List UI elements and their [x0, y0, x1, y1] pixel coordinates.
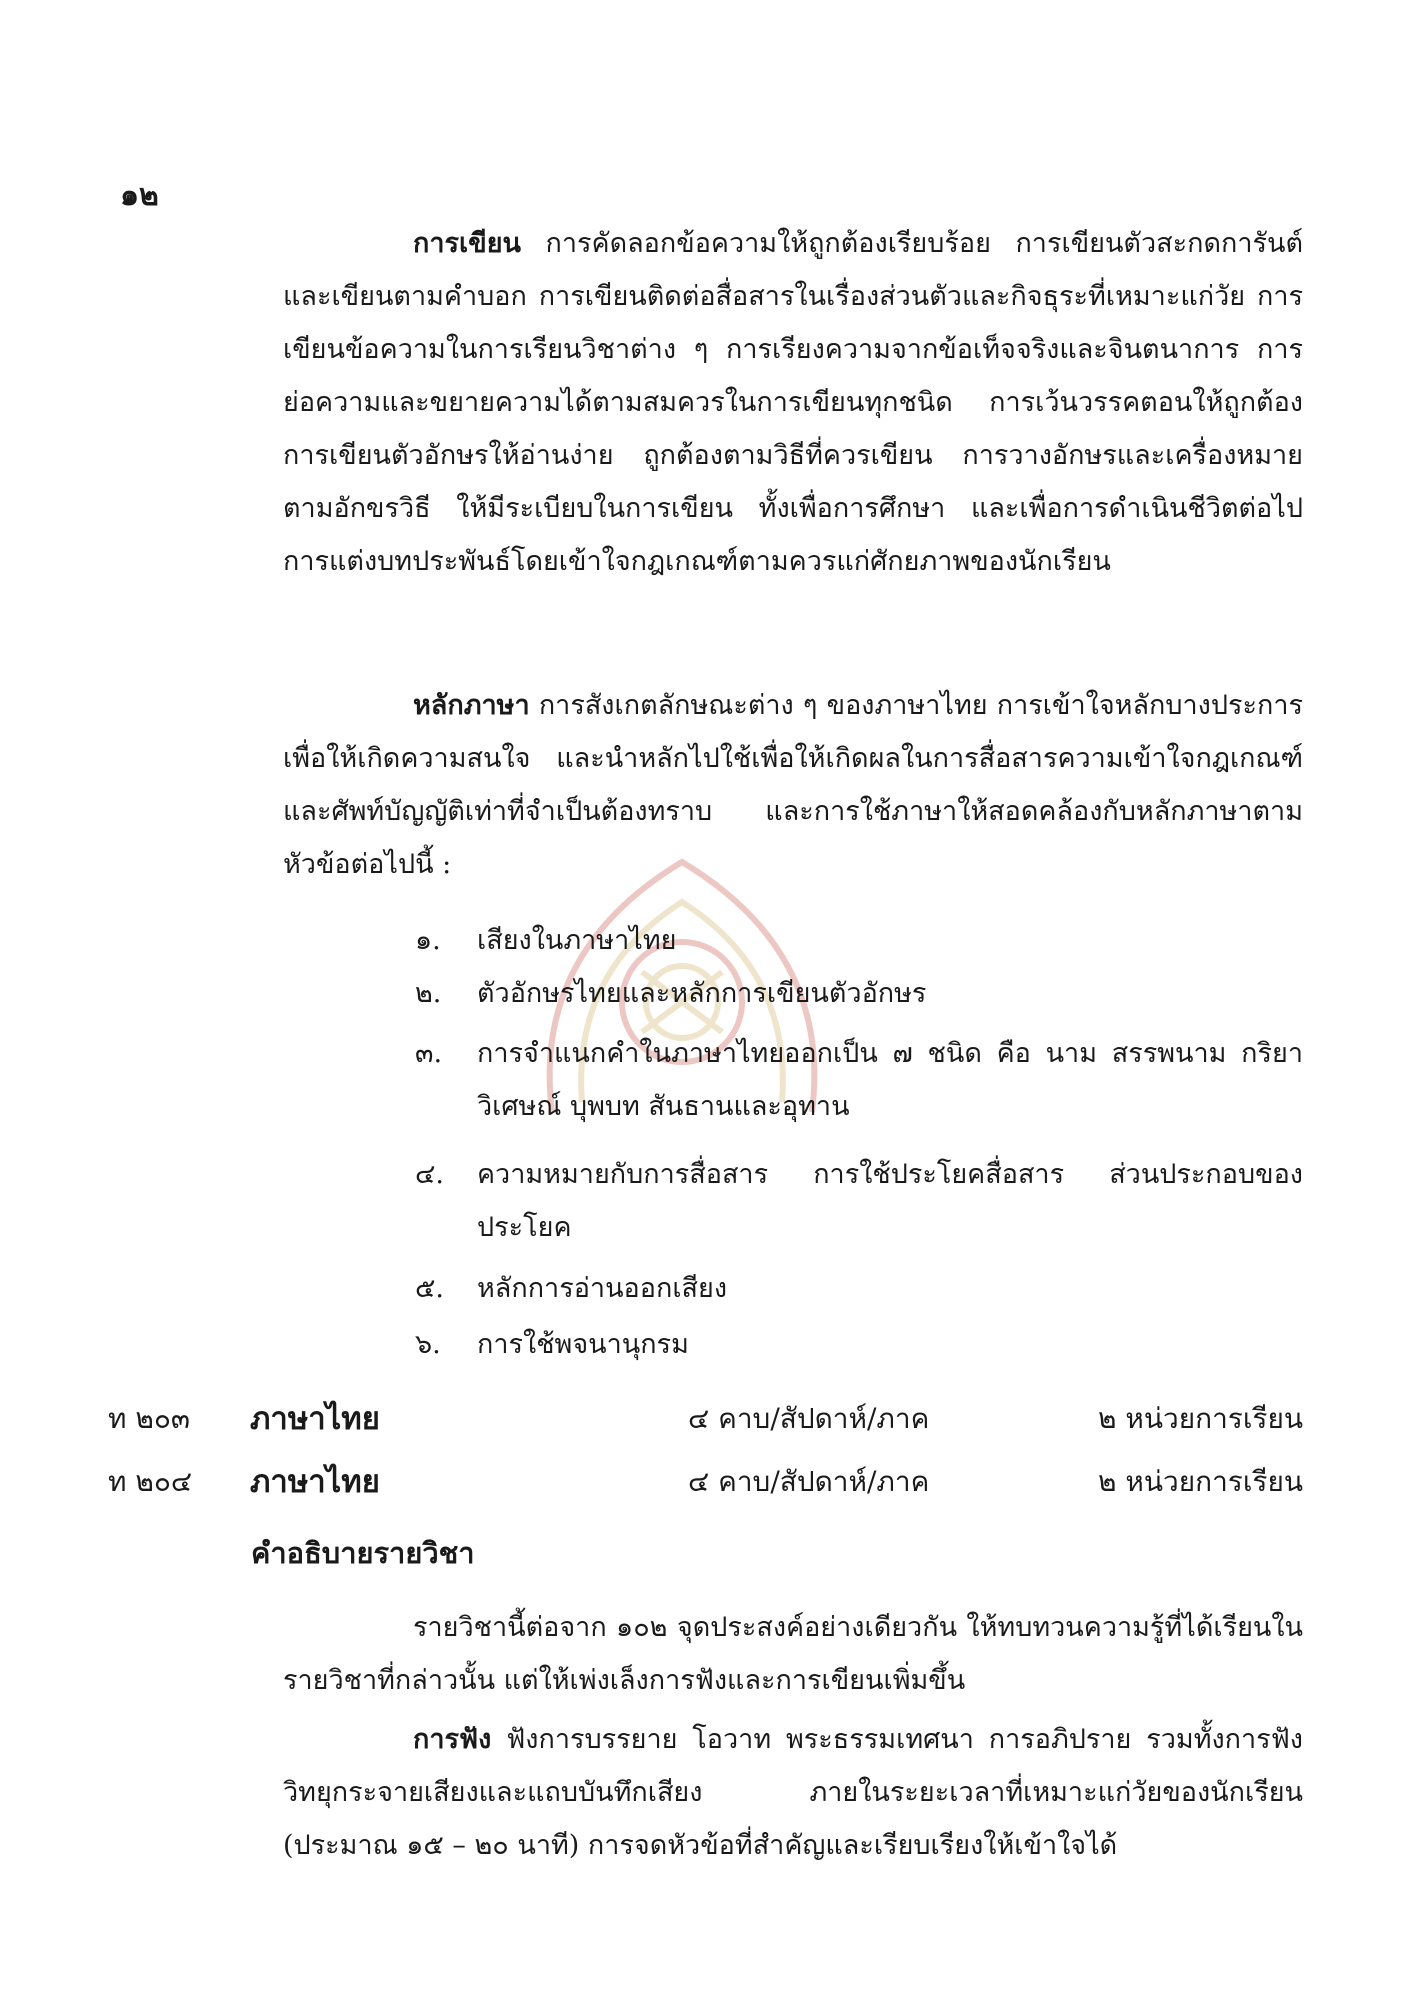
writing-paragraph [283, 217, 1303, 588]
list-item-number: ๖. [415, 1329, 441, 1360]
list-item-number: ๔. [415, 1159, 445, 1190]
list-item [415, 1262, 727, 1315]
list-item [415, 1027, 1303, 1133]
list-item [415, 914, 676, 967]
list-item [415, 1318, 689, 1371]
description-paragraph [283, 1601, 1303, 1707]
grammar-paragraph [283, 679, 1303, 891]
list-item [415, 1148, 1303, 1254]
page-number: ๑๒ [120, 178, 159, 213]
course-title: ภาษาไทย [250, 1464, 380, 1500]
grammar-lead: หลักภาษา [413, 690, 530, 721]
course-row [108, 1393, 1303, 1443]
course-hours: ๔ คาบ/สัปดาห์/ภาค [688, 1402, 930, 1435]
grammar-text: การสังเกตลักษณะต่าง ๆ ของภาษาไทย การเข้าใจหลักบางประการ เพื่อให้เกิดความสนใจ และนำหลักไปใช้เพื่อให้เกิดผลในการสื่อสารความเข้าใจกฎเกณฑ์และศัพท์บัญญัติเท่าที่จำเป็นต้องทราบ และการใช้ภาษาให้สอดคล้องกับหลักภาษาตามหัวข้อต่อไปนี้ : [283, 690, 1303, 880]
list-item-text: ตัวอักษรไทยและหลักการเขียนตัวอักษร [477, 978, 927, 1009]
course-row [108, 1456, 1303, 1506]
course-hours: ๔ คาบ/สัปดาห์/ภาค [688, 1465, 930, 1498]
list-item [415, 967, 926, 1020]
list-item-text: หลักการอ่านออกเสียง [477, 1273, 728, 1304]
list-item-text: การใช้พจนานุกรม [477, 1329, 689, 1360]
listening-paragraph [283, 1713, 1303, 1872]
course-code: ท ๒๐๔ [108, 1465, 193, 1498]
list-item-number: ๓. [415, 1038, 443, 1069]
list-item-number: ๑. [415, 925, 441, 956]
listening-text: ฟังการบรรยาย โอวาท พระธรรมเทศนา การอภิปราย รวมทั้งการฟังวิทยุกระจายเสียงและแถบบันทึกเสียง ภายในระยะเวลาที่เหมาะแก่วัยของนักเรียน (ประมาณ ๑๕ – ๒๐ นาที) การจดหัวข้อที่สำคัญและเรียบเรียงให้เข้าใจได้ [283, 1724, 1303, 1861]
list-item-text: ความหมายกับการสื่อสาร การใช้ประโยคสื่อสาร ส่วนประกอบของประโยค [477, 1159, 1303, 1243]
course-credits: ๒ หน่วยการเรียน [1098, 1402, 1303, 1435]
list-item-text: การจำแนกคำในภาษาไทยออกเป็น ๗ ชนิด คือ นาม สรรพนาม กริยา วิเศษณ์ บุพบท สันธานและอุทาน [477, 1038, 1303, 1122]
writing-text: การคัดลอกข้อความให้ถูกต้องเรียบร้อย การเขียนตัวสะกดการันต์ และเขียนตามคำบอก การเขียนติดต่อสื่อสารในเรื่องส่วนตัวและกิจธุระที่เหมาะแก่วัย การเขียนข้อความในการเรียนวิชาต่าง ๆ การเรียงความจากข้อเท็จจริงและจินตนาการ การย่อความและขยายความได้ตามสมควรในการเขียนทุกชนิด การเว้นวรรคตอนให้ถูกต้อง การเขียนตัวอักษรให้อ่านง่าย ถูกต้องตามวิธีที่ควรเขียน การวางอักษรและเครื่องหมายตามอักขรวิธี ให้มีระเบียบในการเขียน ทั้งเพื่อการศึกษา และเพื่อการดำเนินชีวิตต่อไป การแต่งบทประพันธ์โดยเข้าใจกฎเกณฑ์ตามควรแก่ศักยภาพของนักเรียน [283, 228, 1303, 577]
course-code: ท ๒๐๓ [108, 1402, 191, 1435]
course-description-heading: คำอธิบายรายวิชา [251, 1536, 475, 1570]
listening-lead: การฟัง [413, 1724, 492, 1755]
list-item-text: เสียงในภาษาไทย [477, 925, 677, 956]
description-text: รายวิชานี้ต่อจาก ๑๐๒ จุดประสงค์อย่างเดียวกัน ให้ทบทวนความรู้ที่ได้เรียนในรายวิชาที่กล่าวนั้น แต่ให้เพ่งเล็งการฟังและการเขียนเพิ่มขึ้น [283, 1612, 1303, 1696]
list-item-number: ๕. [415, 1273, 445, 1304]
writing-lead: การเขียน [413, 228, 521, 259]
course-title: ภาษาไทย [250, 1401, 380, 1437]
list-item-number: ๒. [415, 978, 442, 1009]
course-credits: ๒ หน่วยการเรียน [1098, 1465, 1303, 1498]
